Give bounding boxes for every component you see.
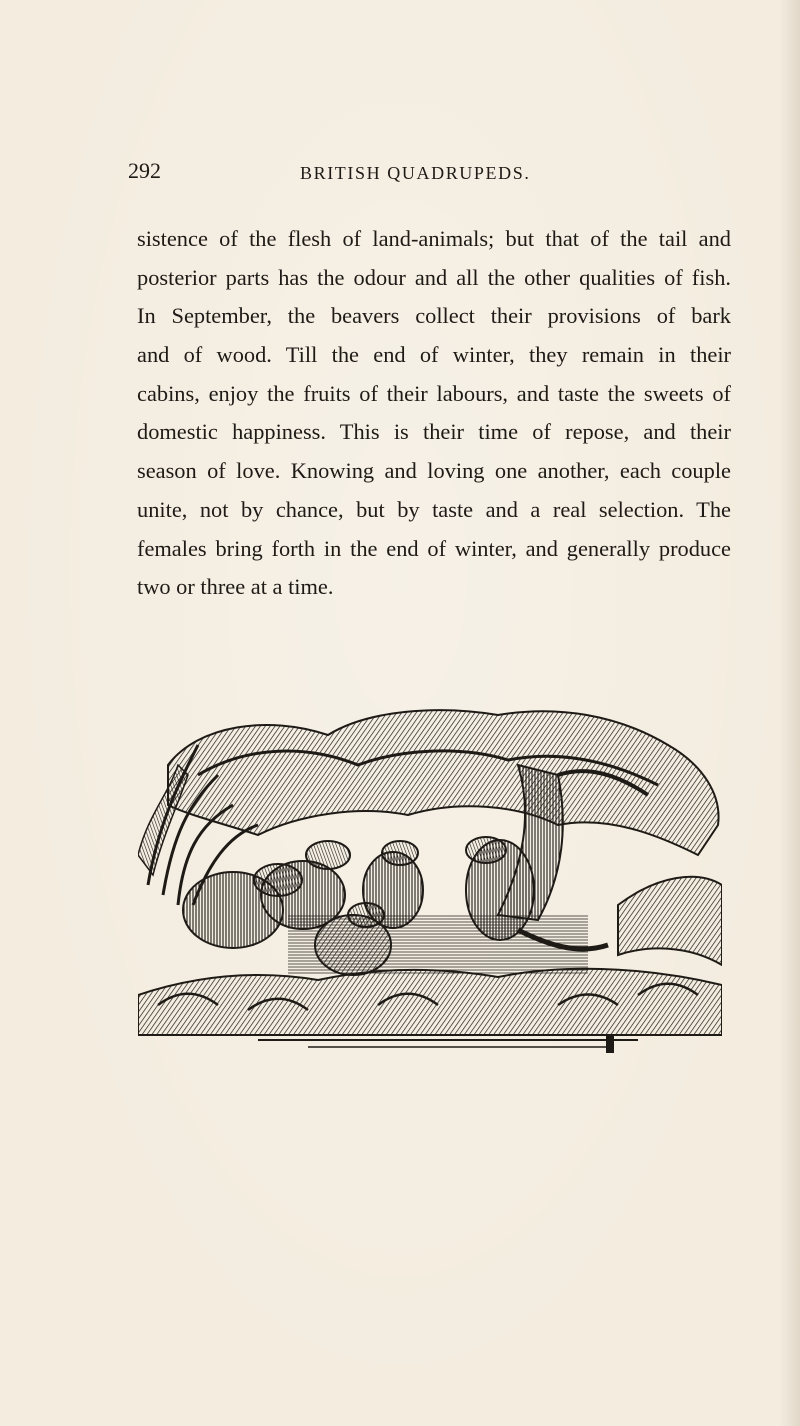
text-line: and of wood. Till the end of winter, they remain in their — [137, 342, 731, 368]
text-line: sistence of the flesh of land-animals; but that of the tail and — [137, 226, 731, 251]
body-text — [137, 220, 731, 607]
text-line: domestic happiness. This is their time of repose, and their — [137, 419, 731, 445]
text-line: two or three at a time. — [137, 574, 334, 600]
text-line: In September, the beavers collect their provisions of bark — [137, 303, 731, 329]
page-number: 292 — [128, 158, 161, 183]
beaver-woodcut-icon — [138, 705, 722, 1059]
running-head: BRITISH QUADRUPEDS. — [300, 163, 531, 183]
woodcut-illustration — [138, 705, 722, 1059]
text-line: cabins, enjoy the fruits of their labours, and taste the sweets of — [137, 380, 731, 406]
text-line: females bring forth in the end of winter, and generally produce — [137, 535, 731, 561]
text-line: posterior parts has the odour and all the other qualities of fish. — [137, 264, 731, 290]
text-line: unite, not by chance, but by taste and a real selection. The — [137, 496, 731, 522]
text-line: season of love. Knowing and loving one another, each couple — [137, 458, 731, 484]
